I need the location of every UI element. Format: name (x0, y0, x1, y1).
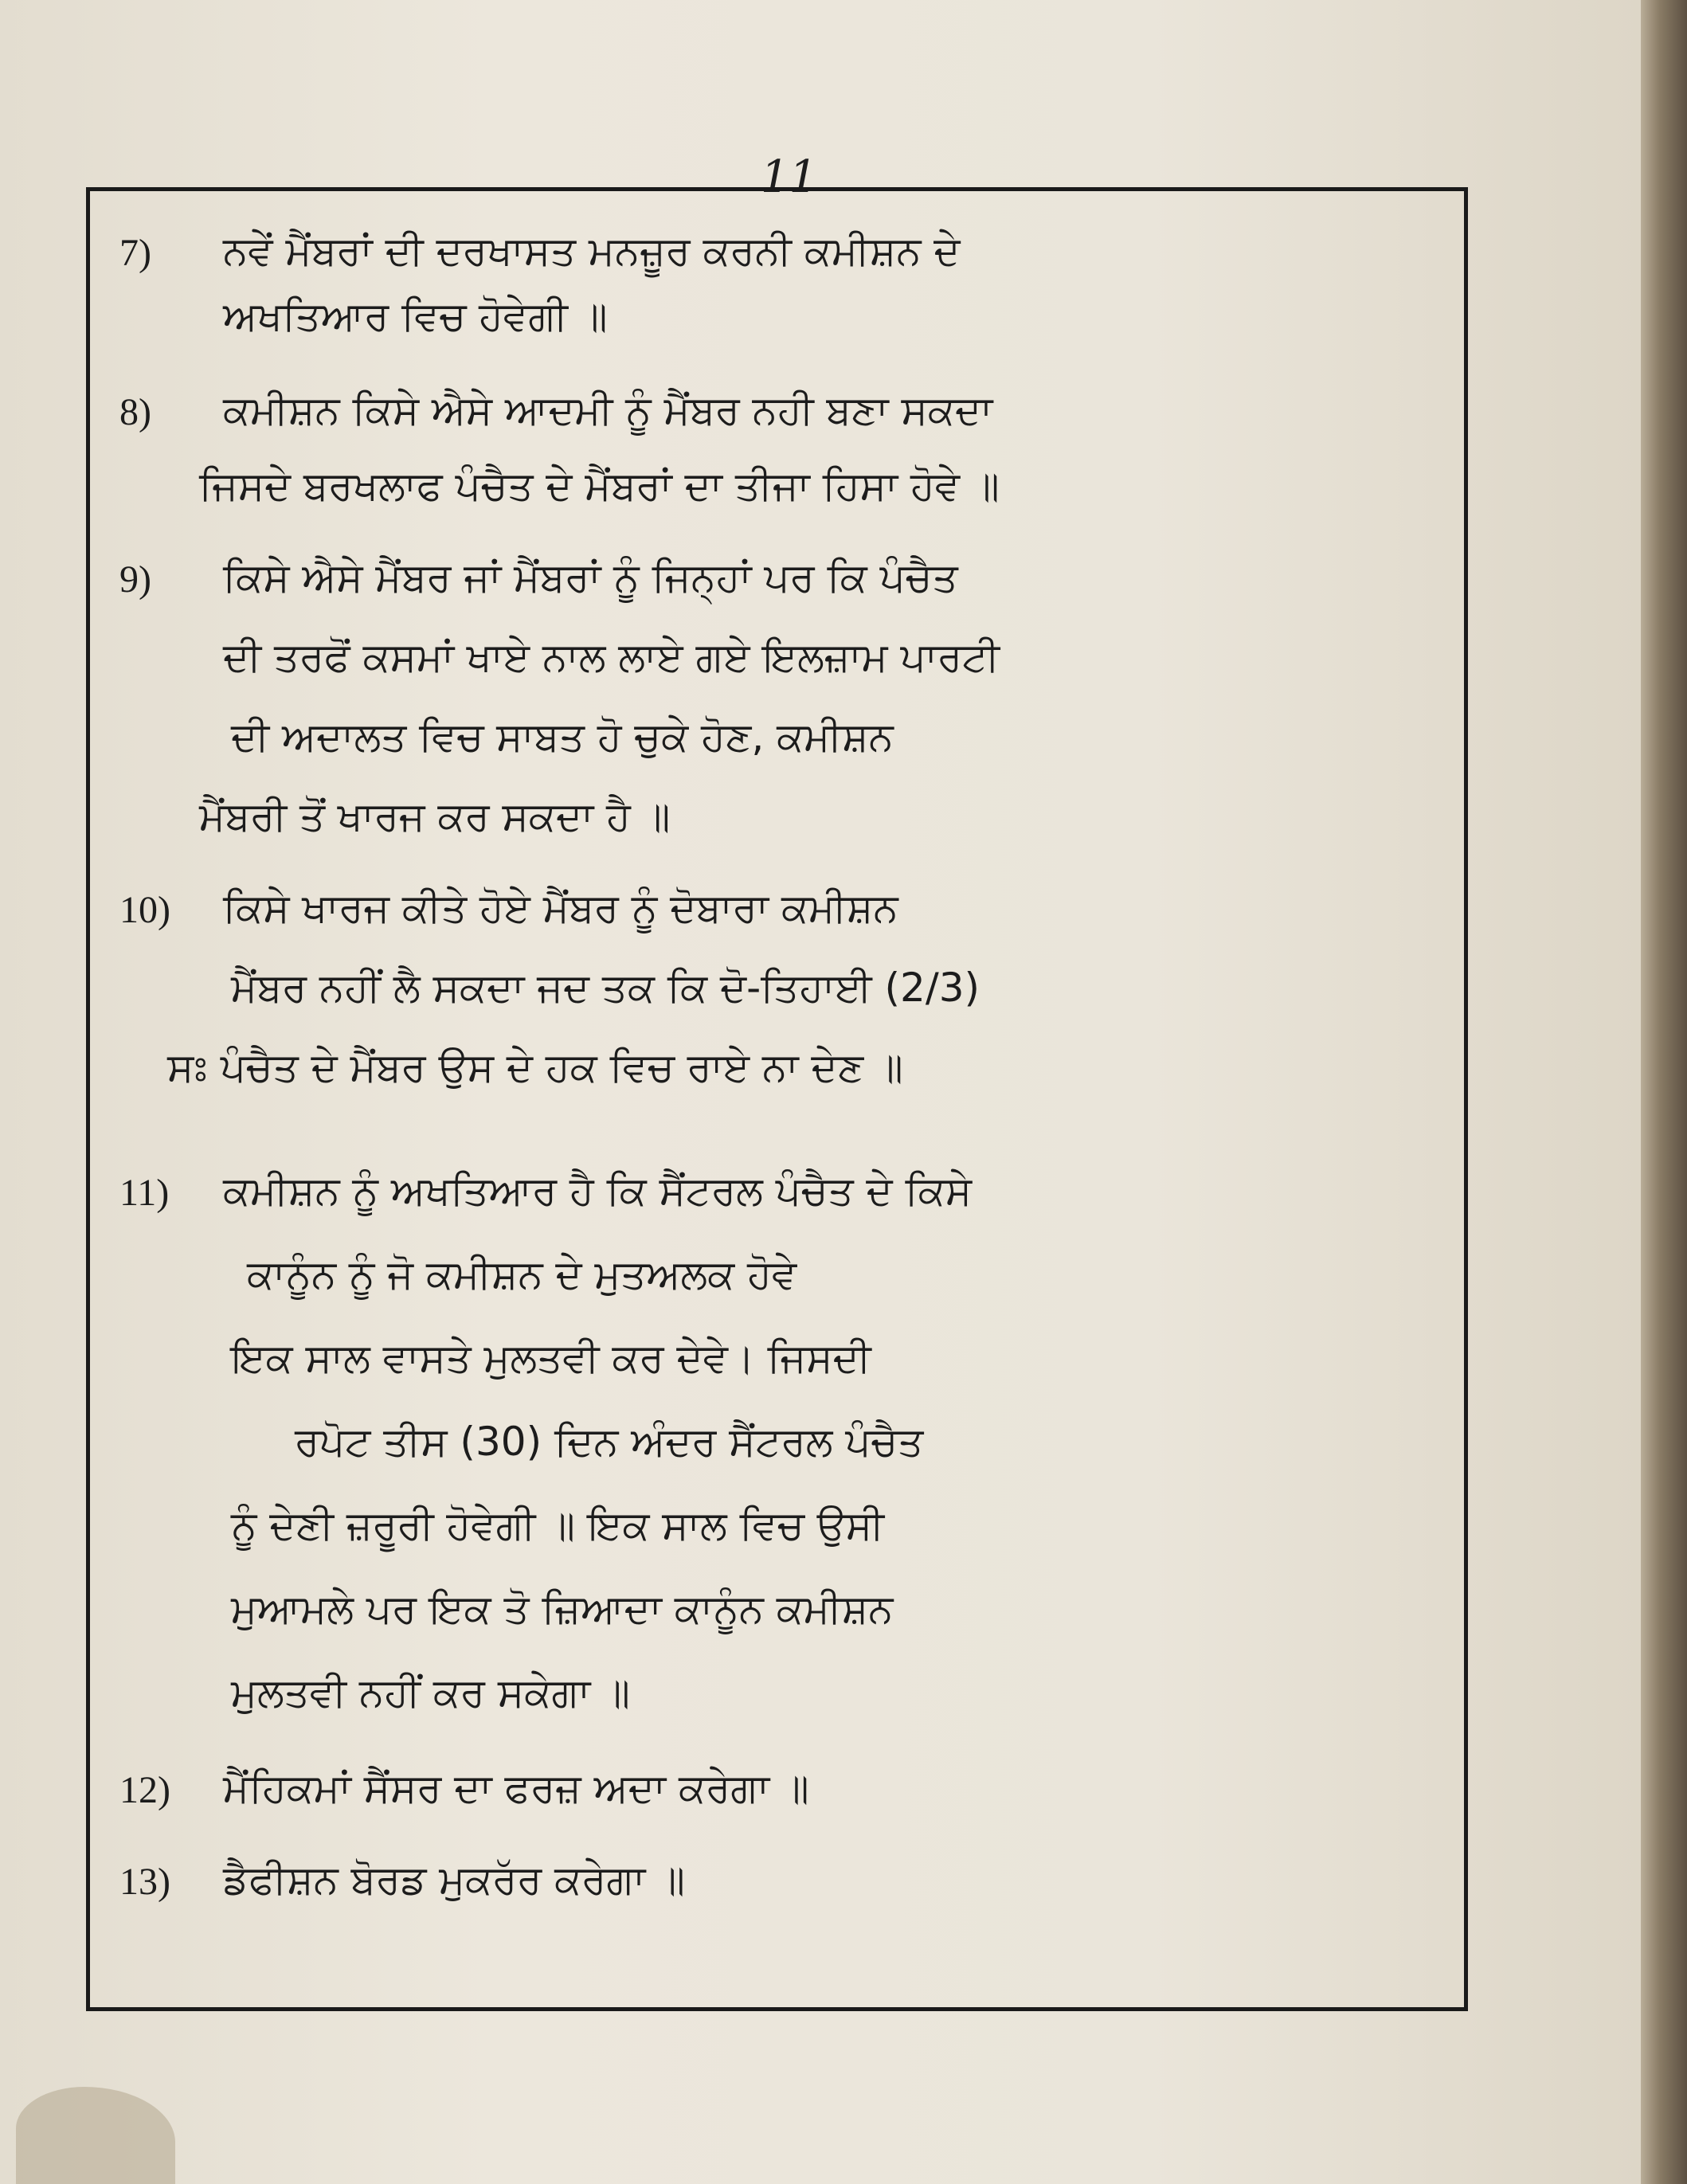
item-number: 10) (119, 889, 170, 931)
item-number: 7) (119, 232, 151, 274)
item-line: ਅਖਤਿਆਰ ਵਿਚ ਹੋਵੇਗੀ ॥ (223, 293, 608, 339)
item-line: ਕਿਸੇ ਖਾਰਜ ਕੀਤੇ ਹੋਏ ਮੈਂਬਰ ਨੂੰ ਦੋਬਾਰਾ ਕਮੀਸ਼ਨ (223, 885, 898, 931)
item-line: ਮੈਂਬਰੀ ਤੋਂ ਖਾਰਜ ਕਰ ਸਕਦਾ ਹੈ ॥ (199, 793, 671, 840)
item-number: 13) (119, 1861, 170, 1903)
item-line: ਸਃ ਪੰਚੈਤ ਦੇ ਮੈਂਬਰ ਉਸ ਦੇ ਹਕ ਵਿਚ ਰਾਏ ਨਾ ਦੇਣ ॥ (167, 1044, 903, 1090)
item-line: ਕਾਨੂੰਨ ਨੂੰ ਜੋ ਕਮੀਸ਼ਨ ਦੇ ਮੁਤਅਲਕ ਹੋਵੇ (247, 1251, 797, 1297)
item-line: ਡੈਫੀਸ਼ਨ ਬੋਰਡ ਮੁਕਰੱਰ ਕਰੇਗਾ ॥ (223, 1857, 685, 1903)
item-number: 9) (119, 558, 151, 601)
item-line: ਕਮੀਸ਼ਨ ਨੂੰ ਅਖਤਿਆਰ ਹੈ ਕਿ ਸੈਂਟਰਲ ਪੰਚੈਤ ਦੇ ਕਿਸੇ (223, 1168, 973, 1214)
content-frame (86, 187, 1468, 2011)
item-line: ਮੁਲਤਵੀ ਨਹੀਂ ਕਰ ਸਕੇਗਾ ॥ (231, 1669, 630, 1716)
page-number: 11 (761, 151, 818, 203)
page-edge (1641, 0, 1687, 2184)
item-number: 11) (119, 1172, 170, 1214)
item-line: ਕਮੀਸ਼ਨ ਕਿਸੇ ਐਸੇ ਆਦਮੀ ਨੂੰ ਮੈਂਬਰ ਨਹੀ ਬਣਾ ਸਕਦਾ (223, 387, 993, 433)
item-line: ਮੈਂਹਿਕਮਾਂ ਸੈਂਸਰ ਦਾ ਫਰਜ਼ ਅਦਾ ਕਰੇਗਾ ॥ (223, 1765, 809, 1811)
item-line: ਨੂੰ ਦੇਣੀ ਜ਼ਰੂਰੀ ਹੋਵੇਗੀ ॥ ਇਕ ਸਾਲ ਵਿਚ ਉਸੀ (231, 1502, 885, 1548)
item-line: ਕਿਸੇ ਐਸੇ ਮੈਂਬਰ ਜਾਂ ਮੈਂਬਰਾਂ ਨੂੰ ਜਿਨ੍ਹਾਂ ਪਰ ਕਿ ਪੰਚੈਤ (223, 554, 958, 601)
item-line: ਰਪੋਟ ਤੀਸ (30) ਦਿਨ ਅੰਦਰ ਸੈਂਟਰਲ ਪੰਚੈਤ (295, 1419, 924, 1465)
item-line: ਨਵੇਂ ਮੈਂਬਰਾਂ ਦੀ ਦਰਖਾਸਤ ਮਨਜ਼ੂਰ ਕਰਨੀ ਕਮੀਸ਼ਨ ਦੇ (223, 228, 961, 274)
item-number: 12) (119, 1769, 170, 1811)
item-line: ਮੁਆਮਲੇ ਪਰ ਇਕ ਤੋ ਜ਼ਿਆਦਾ ਕਾਨੂੰਨ ਕਮੀਸ਼ਨ (231, 1586, 894, 1632)
item-line: ਮੈਂਬਰ ਨਹੀਂ ਲੈ ਸਕਦਾ ਜਦ ਤਕ ਕਿ ਦੋ-ਤਿਹਾਈ (2/3) (231, 965, 980, 1011)
item-number: 8) (119, 391, 151, 433)
item-line: ਜਿਸਦੇ ਬਰਖਲਾਫ ਪੰਚੈਤ ਦੇ ਮੈਂਬਰਾਂ ਦਾ ਤੀਜਾ ਹਿਸਾ ਹੋਵੇ ॥ (199, 463, 1000, 509)
item-line: ਦੀ ਤਰਫੋਂ ਕਸਮਾਂ ਖਾਏ ਨਾਲ ਲਾਏ ਗਏ ਇਲਜ਼ਾਮ ਪਾਰਟੀ (223, 634, 1000, 680)
item-line: ਇਕ ਸਾਲ ਵਾਸਤੇ ਮੁਲਤਵੀ ਕਰ ਦੇਵੇ। ਜਿਸਦੀ (231, 1335, 871, 1381)
item-line: ਦੀ ਅਦਾਲਤ ਵਿਚ ਸਾਬਤ ਹੋ ਚੁਕੇ ਹੋਣ, ਕਮੀਸ਼ਨ (231, 714, 894, 760)
